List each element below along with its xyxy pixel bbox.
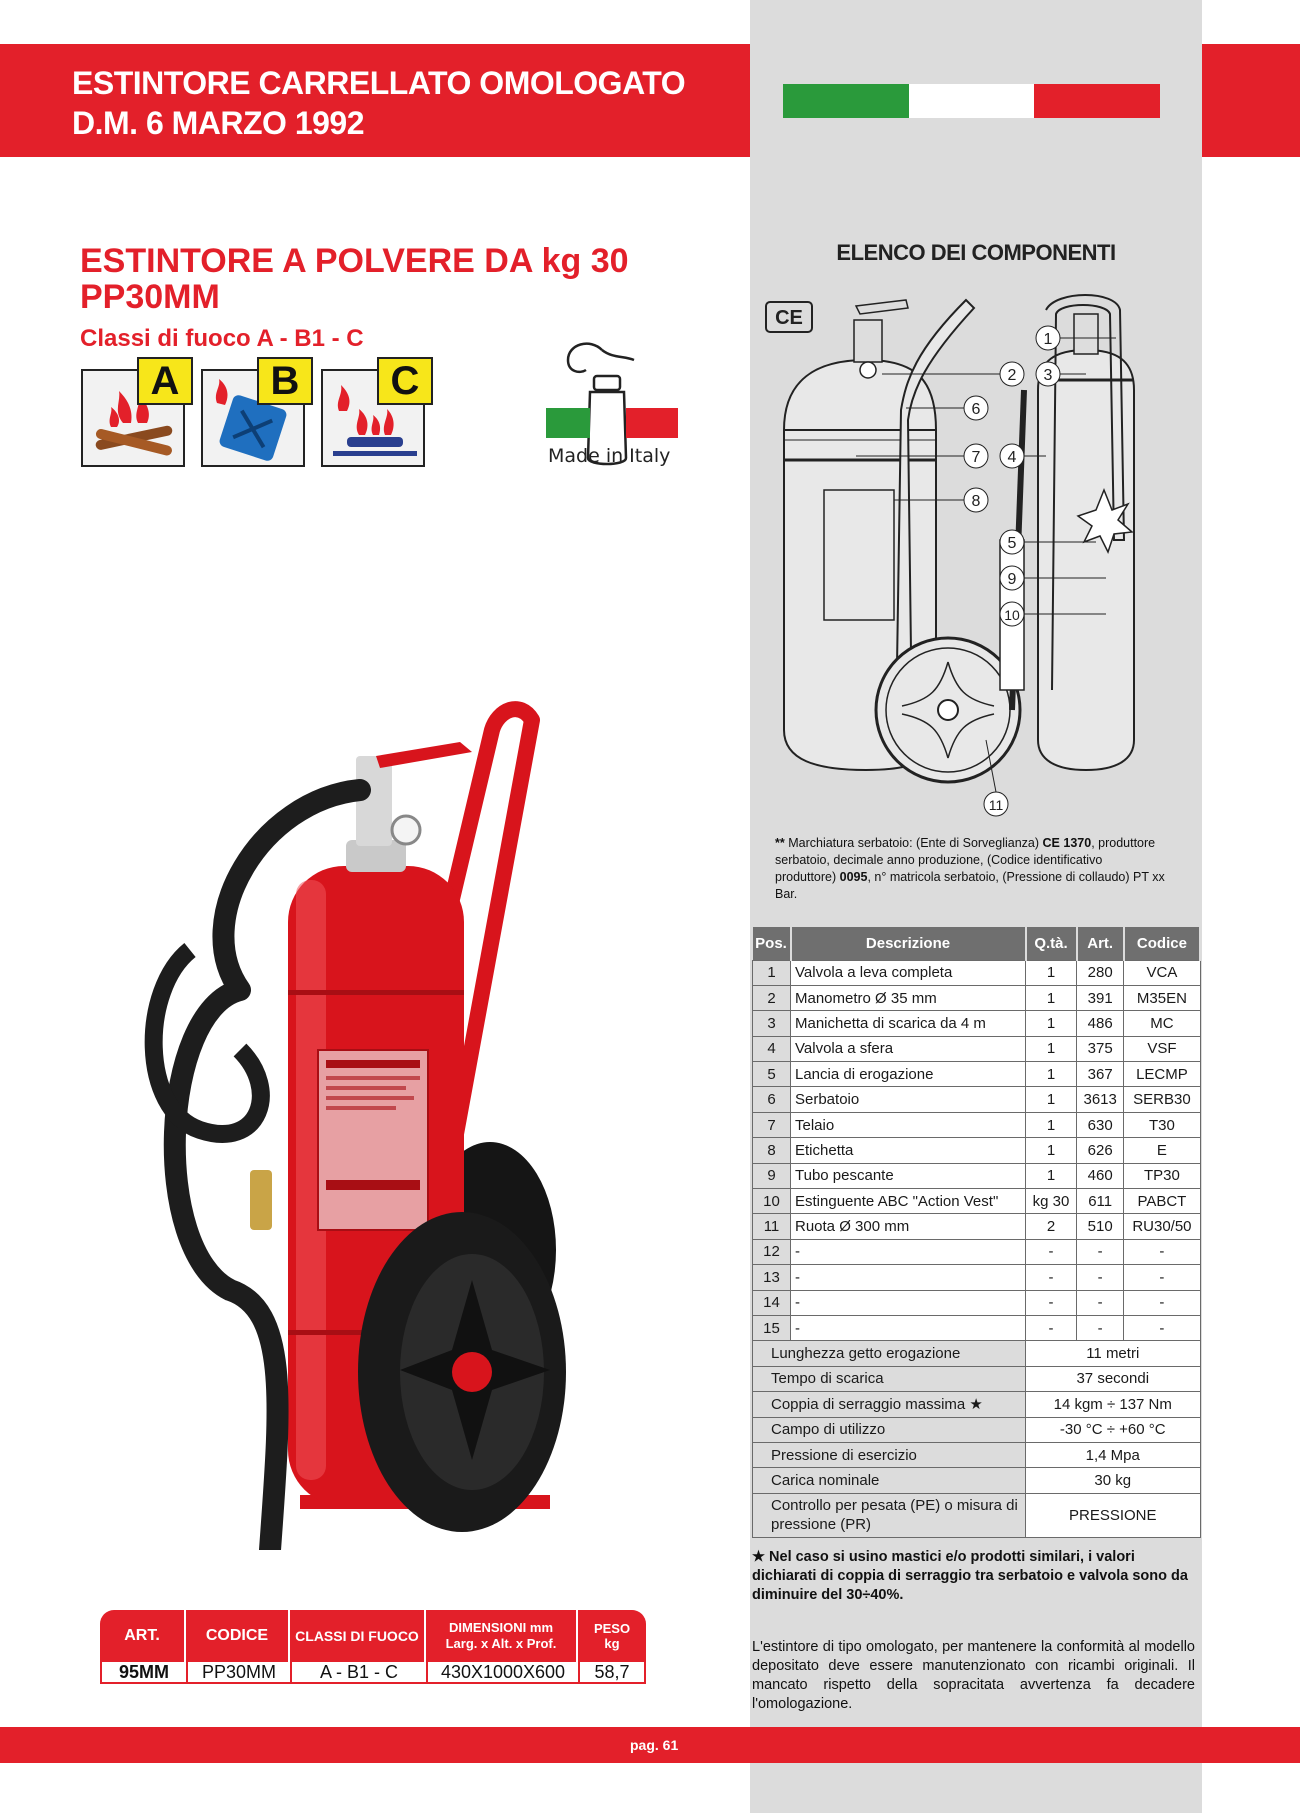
fire-class-c-letter: C <box>377 357 433 405</box>
product-title <box>80 243 629 315</box>
table-row <box>753 960 1201 985</box>
spec-header-dimensioni: DIMENSIONI mm Larg. x Alt. x Prof. <box>426 1610 578 1662</box>
table-cell: 1 <box>753 960 791 985</box>
table-cell: Valvola a leva completa <box>791 960 1026 985</box>
table-cell: 1 <box>1026 960 1077 985</box>
table-cell: 375 <box>1077 1036 1124 1061</box>
table-cell: 6 <box>753 1087 791 1112</box>
ce-mark-inline: CE <box>1042 836 1064 850</box>
table-cell: 1 <box>1026 1138 1077 1163</box>
spec-row <box>753 1468 1201 1493</box>
table-cell: - <box>791 1239 1026 1264</box>
table-cell: kg 30 <box>1026 1189 1077 1214</box>
spec-cell-dimensioni: 430X1000X600 <box>428 1662 580 1682</box>
spec-cell-peso: 58,7 <box>594 1661 630 1682</box>
product-title-line1: ESTINTORE A POLVERE DA kg 30 <box>80 242 629 280</box>
table-cell: 280 <box>1077 960 1124 985</box>
flag-white <box>909 84 1035 118</box>
table-cell: M35EN <box>1124 985 1200 1010</box>
table-row <box>753 1265 1201 1290</box>
table-cell: 1 <box>1026 1087 1077 1112</box>
fire-class-b-letter: B <box>257 357 313 405</box>
table-cell: Ruota Ø 300 mm <box>791 1214 1026 1239</box>
made-in-italy-logo <box>542 330 682 480</box>
table-cell: 1 <box>1026 1011 1077 1036</box>
table-cell: 391 <box>1077 985 1124 1010</box>
table-cell: E <box>1124 1138 1200 1163</box>
callout-5: 5 <box>1007 535 1017 552</box>
table-cell: 1 <box>1026 1036 1077 1061</box>
table-cell: 630 <box>1077 1112 1124 1137</box>
table-cell: 2 <box>753 985 791 1010</box>
table-cell: Manometro Ø 35 mm <box>791 985 1026 1010</box>
table-cell: 510 <box>1077 1214 1124 1239</box>
callout-10: 10 <box>1004 607 1020 623</box>
table-cell: Tubo pescante <box>791 1163 1026 1188</box>
table-cell: 8 <box>753 1138 791 1163</box>
table-cell: TP30 <box>1124 1163 1200 1188</box>
table-cell: 7 <box>753 1112 791 1137</box>
callout-3: 3 <box>1043 367 1053 384</box>
product-code-title: PP30MM <box>80 278 220 316</box>
table-row <box>753 1112 1201 1137</box>
spec-row <box>753 1366 1201 1391</box>
table-cell: - <box>1026 1265 1077 1290</box>
table-cell: 15 <box>753 1315 791 1340</box>
spec-table-header <box>100 1610 646 1662</box>
callout-4: 4 <box>1007 449 1017 466</box>
table-cell: - <box>1026 1290 1077 1315</box>
callout-2: 2 <box>1007 367 1017 384</box>
callout-6: 6 <box>971 401 981 418</box>
spec-row <box>753 1417 1201 1442</box>
spec-table-row <box>100 1662 646 1684</box>
spec-header-codice: CODICE <box>186 1610 290 1662</box>
table-cell: 611 <box>1077 1189 1124 1214</box>
col-qta: Q.tà. <box>1026 927 1077 960</box>
page-title-line1: ESTINTORE CARRELLATO OMOLOGATO <box>72 65 686 101</box>
components-table-header <box>753 927 1201 960</box>
table-cell: 2 <box>1026 1214 1077 1239</box>
table-cell: SERB30 <box>1124 1087 1200 1112</box>
spec-value: 37 secondi <box>1026 1366 1201 1391</box>
table-cell: - <box>1124 1265 1200 1290</box>
ce-mark-icon: CE <box>775 307 803 329</box>
table-cell: MC <box>1124 1011 1200 1036</box>
spec-value: 14 kgm ÷ 137 Nm <box>1026 1392 1201 1417</box>
spec-value: -30 °C ÷ +60 °C <box>1026 1417 1201 1442</box>
fire-class-a-letter: A <box>137 357 193 405</box>
table-cell: 1 <box>1026 1062 1077 1087</box>
page-title <box>72 63 685 143</box>
table-cell: Lancia di erogazione <box>791 1062 1026 1087</box>
table-cell: 626 <box>1077 1138 1124 1163</box>
table-cell: - <box>1077 1239 1124 1264</box>
spec-row <box>753 1442 1201 1467</box>
table-cell: VCA <box>1124 960 1200 985</box>
table-cell: - <box>791 1315 1026 1340</box>
flag-green <box>783 84 909 118</box>
flag-red <box>1034 84 1160 118</box>
table-row <box>753 1290 1201 1315</box>
table-cell: - <box>1124 1290 1200 1315</box>
spec-name: Coppia di serraggio massima ★ <box>753 1392 1026 1417</box>
right-gray-column <box>750 0 1202 1813</box>
table-cell: 1 <box>1026 985 1077 1010</box>
table-row <box>753 1138 1201 1163</box>
spec-value: PRESSIONE <box>1026 1493 1201 1537</box>
spec-name: Lunghezza getto erogazione <box>753 1341 1026 1366</box>
product-spec-table <box>100 1610 646 1684</box>
table-cell: 5 <box>753 1062 791 1087</box>
table-row <box>753 1315 1201 1340</box>
spec-row <box>753 1493 1201 1537</box>
made-in-italy-text: Made in Italy <box>548 445 671 467</box>
table-cell: 12 <box>753 1239 791 1264</box>
table-cell: LECMP <box>1124 1062 1200 1087</box>
spec-header-peso: PESO kg <box>578 1610 646 1662</box>
spec-value: 30 kg <box>1026 1468 1201 1493</box>
table-cell: 14 <box>753 1290 791 1315</box>
table-cell: Valvola a sfera <box>791 1036 1026 1061</box>
spec-name: Controllo per pesata (PE) o misura di pressione (PR) <box>753 1493 1026 1537</box>
table-cell: - <box>791 1265 1026 1290</box>
table-cell: 460 <box>1077 1163 1124 1188</box>
table-row <box>753 1189 1201 1214</box>
table-cell: 11 <box>753 1214 791 1239</box>
col-codice: Codice <box>1124 927 1200 960</box>
col-pos: Pos. <box>753 927 791 960</box>
table-row <box>753 1062 1201 1087</box>
spec-name: Pressione di esercizio <box>753 1442 1026 1467</box>
table-cell: - <box>791 1290 1026 1315</box>
components-table <box>752 927 1201 1538</box>
spec-row <box>753 1341 1201 1366</box>
table-cell: 1 <box>1026 1163 1077 1188</box>
table-cell: Serbatoio <box>791 1087 1026 1112</box>
table-cell: - <box>1077 1265 1124 1290</box>
table-row <box>753 985 1201 1010</box>
fire-classes-label: Classi di fuoco A - B1 - C <box>80 325 364 352</box>
table-cell: - <box>1026 1239 1077 1264</box>
spec-row <box>753 1392 1201 1417</box>
table-cell: 3 <box>753 1011 791 1036</box>
page-title-line2: D.M. 6 MARZO 1992 <box>72 105 365 141</box>
table-cell: 1 <box>1026 1112 1077 1137</box>
table-cell: PABCT <box>1124 1189 1200 1214</box>
table-cell: - <box>1077 1290 1124 1315</box>
table-cell: 486 <box>1077 1011 1124 1036</box>
callout-7: 7 <box>971 449 981 466</box>
page-number: pag. 61 <box>630 1737 679 1753</box>
callout-9: 9 <box>1007 571 1017 588</box>
table-cell: Telaio <box>791 1112 1026 1137</box>
col-art: Art. <box>1077 927 1124 960</box>
table-cell: Estinguente ABC "Action Vest" <box>791 1189 1026 1214</box>
table-cell: - <box>1124 1239 1200 1264</box>
components-title: ELENCO DEI COMPONENTI <box>836 240 1116 265</box>
table-cell: 13 <box>753 1265 791 1290</box>
spec-name: Campo di utilizzo <box>753 1417 1026 1442</box>
table-cell: - <box>1026 1315 1077 1340</box>
italian-flag <box>783 84 1160 118</box>
table-row <box>753 1163 1201 1188</box>
table-cell: RU30/50 <box>1124 1214 1200 1239</box>
spec-value: 11 metri <box>1026 1341 1201 1366</box>
table-cell: 3613 <box>1077 1087 1124 1112</box>
table-cell: 4 <box>753 1036 791 1061</box>
spec-name: Carica nominale <box>753 1468 1026 1493</box>
fire-class-badges <box>81 357 441 469</box>
callout-1: 1 <box>1043 331 1053 348</box>
spec-cell-codice: PP30MM <box>188 1662 292 1682</box>
table-cell: - <box>1077 1315 1124 1340</box>
callout-8: 8 <box>971 493 981 510</box>
spec-cell-classi: A - B1 - C <box>292 1662 428 1682</box>
homologation-note: L'estintore di tipo omologato, per mantenere la conformità al modello depositato deve essere manutenzionato con ricambi originali. Il mancato rispetto della sopracitata avvertenza fa decadere l'omologazione. <box>752 1639 1195 1712</box>
spec-cell-art: 95MM <box>102 1662 188 1682</box>
table-row <box>753 1214 1201 1239</box>
marking-note: ** Marchiatura serbatoio: (Ente di Sorveglianza) CE 1370, produttore serbatoio, decimale anno produzione, (Codice identificativo produttore) 0095, n° matricola serbatoio, (Pressione di collaudo) PT xx Bar. <box>775 836 1165 901</box>
table-cell: Manichetta di scarica da 4 m <box>791 1011 1026 1036</box>
table-cell: T30 <box>1124 1112 1200 1137</box>
extinguisher-trolley-photo <box>120 690 680 1550</box>
table-row <box>753 1087 1201 1112</box>
col-descrizione: Descrizione <box>791 927 1026 960</box>
table-cell: 9 <box>753 1163 791 1188</box>
table-cell: 10 <box>753 1189 791 1214</box>
table-cell: 367 <box>1077 1062 1124 1087</box>
spec-name: Tempo di scarica <box>753 1366 1026 1391</box>
table-row <box>753 1036 1201 1061</box>
table-row <box>753 1011 1201 1036</box>
torque-note: ★ Nel caso si usino mastici e/o prodotti similari, i valori dichiarati di coppia di serraggio tra serbatoio e valvola sono da diminuire del 30÷40%. <box>752 1549 1188 1603</box>
spec-value: 1,4 Mpa <box>1026 1442 1201 1467</box>
components-diagram <box>756 290 1196 820</box>
callout-11: 11 <box>988 797 1004 813</box>
table-row <box>753 1239 1201 1264</box>
spec-header-classi: CLASSI DI FUOCO <box>290 1610 426 1662</box>
table-cell: VSF <box>1124 1036 1200 1061</box>
table-cell: Etichetta <box>791 1138 1026 1163</box>
table-cell: - <box>1124 1315 1200 1340</box>
spec-header-art: ART. <box>100 1610 186 1662</box>
